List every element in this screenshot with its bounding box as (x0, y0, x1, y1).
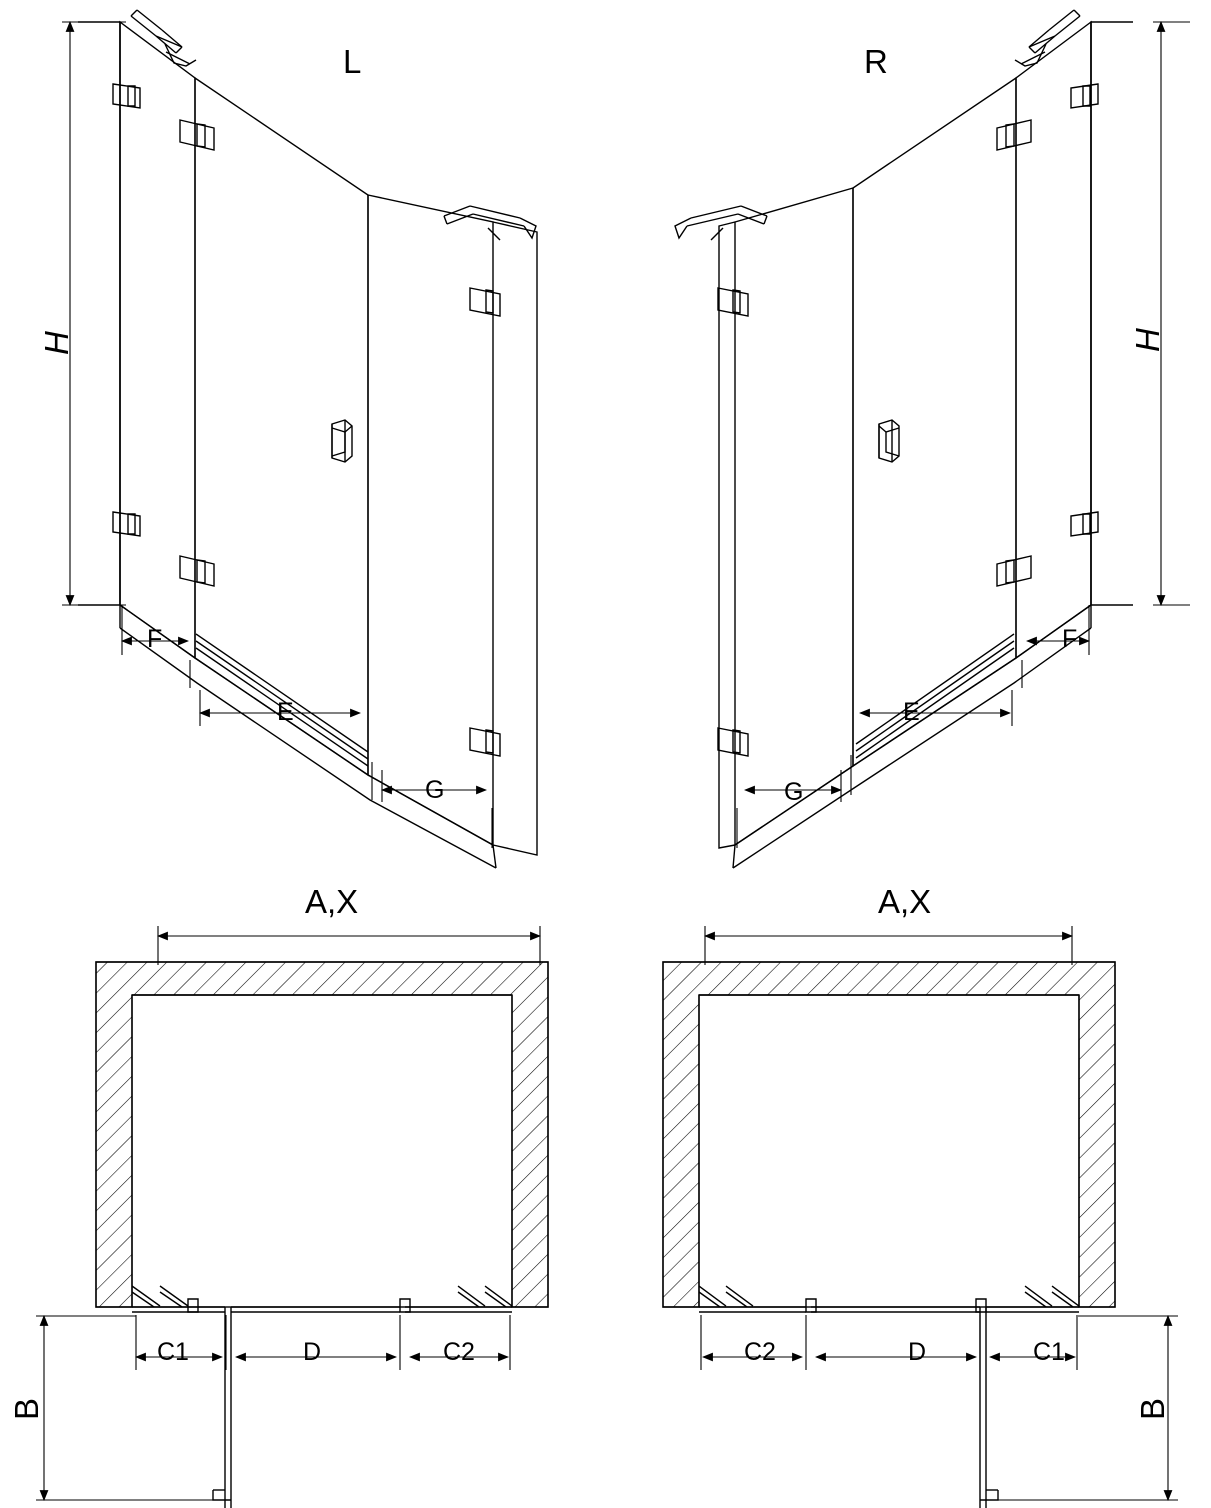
plan-left-depth-dimension (36, 1316, 220, 1500)
elevation-right-dim-f: F (1062, 625, 1078, 653)
plan-right-view (663, 962, 1115, 1508)
plan-left-dim-c1: C1 (157, 1338, 189, 1366)
plan-left-view (96, 962, 548, 1508)
elevation-left-dim-e: E (277, 698, 294, 726)
plan-left-dim-d: D (303, 1338, 322, 1366)
plan-left-width-label: A,X (305, 883, 359, 920)
elevation-right-view (675, 10, 1133, 868)
plan-left-dim-c2: C2 (443, 1338, 475, 1366)
plan-right-dim-c1: C1 (1033, 1338, 1065, 1366)
elevation-left-height-label: H (38, 331, 75, 355)
elevation-left-dim-f: F (147, 625, 163, 653)
variant-label-right: R (864, 43, 888, 80)
elevation-right-dim-e: E (903, 698, 920, 726)
plan-left-width-dimension (158, 926, 540, 965)
plan-left-depth-label: B (8, 1397, 45, 1420)
plan-right-depth-label: B (1134, 1397, 1171, 1420)
plan-right-dim-d: D (908, 1338, 927, 1366)
elevation-left-dim-g: G (425, 776, 445, 804)
plan-right-width-label: A,X (878, 883, 932, 920)
elevation-right-height-dimension (1153, 22, 1190, 605)
plan-right-dim-c2: C2 (744, 1338, 776, 1366)
plan-right-width-dimension (705, 926, 1072, 965)
variant-label-left: L (343, 43, 362, 80)
elevation-left-width-dimensions (122, 605, 492, 848)
elevation-left-height-dimension (62, 22, 126, 605)
elevation-left-view (78, 10, 537, 868)
elevation-right-height-label: H (1129, 328, 1166, 352)
elevation-right-dim-g: G (784, 778, 804, 806)
